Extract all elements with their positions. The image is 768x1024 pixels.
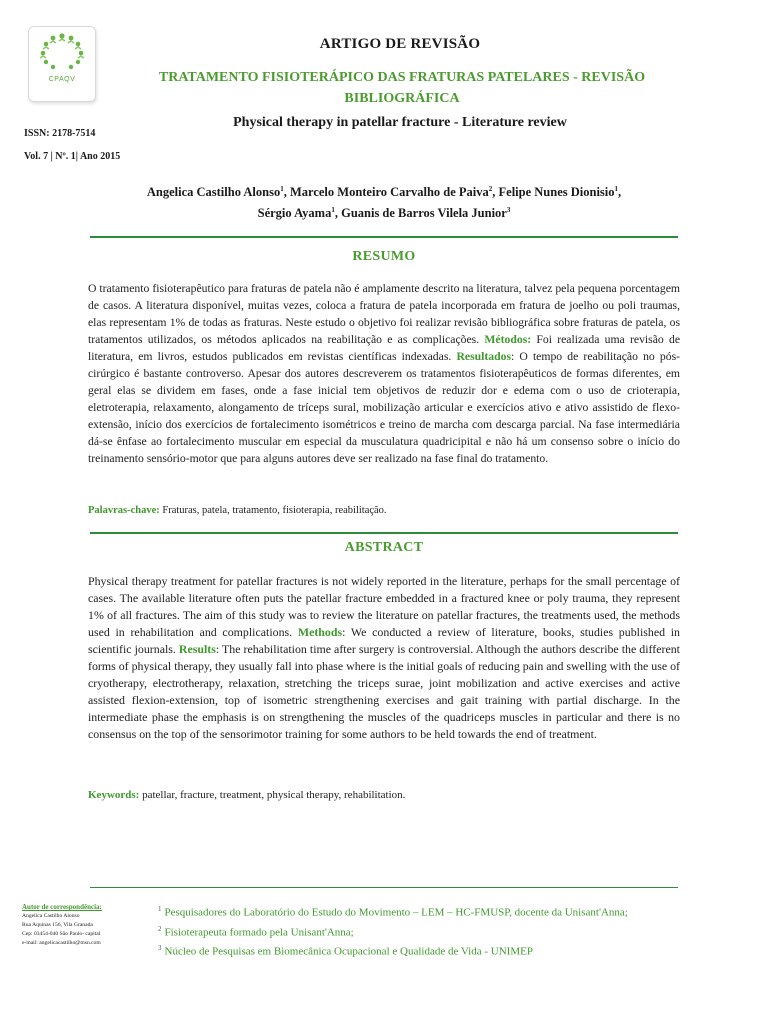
correspondence-title: Autor de correspondência: <box>22 903 102 911</box>
author-name: Marcelo Monteiro Carvalho de Paiva <box>289 185 489 199</box>
footer-divider <box>90 887 678 888</box>
author-ref: 3 <box>506 205 511 214</box>
issn: ISSN: 2178-7514 <box>24 128 96 139</box>
footnote-item: $^2$ Fisioterapeuta formado pela Unisant'Anna; <box>158 924 354 939</box>
footnote-item: $^1$ Pesquisadores do Laboratório do Estudo do Movimento – LEM – HC-FMUSP, docente da Unisant'Anna; <box>158 905 628 919</box>
title-english: Physical therapy in patellar fracture - Literature review <box>233 115 567 130</box>
resumo-text: O tratamento fisioterapêutico para fraturas de patela não é amplamente descrito na literatura, talvez pela pequena porcentagem de casos. A literatura disponível, muitas vezes, coloca a fratura de patela incorporada em fratura de joelho ou poli traumas, elas representam 1% de todas as fraturas. Neste estudo o objetivo foi realizar revisão bibliográfica sobre fraturas de patela, os tratamentos utilizados, os métodos aplicados na reabilitação e as complicações. Métodos: Foi realizada uma revisão de literatura, em livros, estudos publicados em revistas científicas indexadas. Resultados: O tempo de reabilitação no pós-cirúrgico é bastante controverso. Apesar dos autores descreverem os tratamentos fisioterapêuticos de formas diferentes, em geral elas se dividem em fases, onde a fase inicial tem objetivos de reduzir dor e edema com o uso de crioterapia, eletroterapia, relaxamento, alongamento de tríceps sural, mobilização articular e exercícios ativo e ativo assistido de flexo-extensão, início dos exercícios de fortalecimento isométricos e treino de marcha com descarga parcial. Na fase intermediária dá-se ênfase ao fortalecimento muscular em especial da musculatura quadricipital e não há um consenso sobre o início do treinamento sensório-motor que para alguns autores deve ser realizado na fase final do tratamento. <box>88 282 681 465</box>
author-name: Guanis de Barros Vilela Junior <box>341 206 507 220</box>
footnote-item: $^3$ Núcleo de Pesquisas em Biomecânica Ocupacional e Qualidade de Vida - UNIMEP <box>158 944 533 958</box>
resumo-heading: RESUMO <box>352 249 416 264</box>
palavras-chave: Palavras-chave: Fraturas, patela, tratamento, fisioterapia, reabilitação. <box>88 505 387 516</box>
abstract-text: Physical therapy treatment for patellar fractures is not widely reported in the literature, perhaps for the small percentage of cases. The available literature often puts the patellar fracture embedded in a fractured knee or poly trauma, they represent 1% of all fractures. The aim of this study was to review the literature on patellar fractures, the treatments used, the methods used in rehabilitation and complications. Methods: We conducted a review of literature, books, studies published in scientific journals. Results: The rehabilitation time after surgery is controversial. Although the authors describe the different forms of physical therapy, they usually fall into phase where is the initial goals of reducing pain and swelling with the use of cryotherapy, electrotherapy, relaxation, stretching the triceps surae, joint mobilization and active exercises and active assisted flexion-extension, top of isometric strengthening exercises and gait training with partial discharge. In the intermediate phase the emphasis is on strengthening the muscles of the quadriceps muscles in particular and there is no consensus on the top of the sensorimotor training for some authors to be held towards the end of treatment. <box>88 574 680 741</box>
logo-text: CPAQV <box>48 76 76 83</box>
author-name: Angelica Castilho Alonso <box>146 185 281 199</box>
volume-info: Vol. 7 | Nº. 1| Ano 2015 <box>24 151 121 162</box>
methods-label: Methods <box>297 625 343 639</box>
author-list: Angelica Castilho Alonso$^1$, Marcelo Monteiro Carvalho de Paiva$^2$, Felipe Nunes Dionisio$^1$, Sérgio Ayama$^1$, Guanis de Barros Vilela Junior$^3$ <box>146 184 622 220</box>
correspondence-line: Cep: 03454-040 São Paulo- capital <box>22 931 101 937</box>
abstract-heading: ABSTRACT <box>344 540 424 555</box>
author-name: Felipe Nunes Dionisio <box>498 185 615 199</box>
logo-figures-icon <box>29 27 95 75</box>
results-label: Results <box>178 642 216 656</box>
resultados-label: Resultados <box>456 350 511 363</box>
keywords: Keywords: patellar, fracture, treatment, physical therapy, rehabilitation. <box>88 789 406 801</box>
section-divider <box>90 236 678 238</box>
metodos-label: Métodos: <box>484 333 532 346</box>
title-portuguese: TRATAMENTO FISIOTERÁPICO DAS FRATURAS PATELARES - REVISÃO BIBLIOGRÁFICA <box>158 70 646 106</box>
correspondence-line: e-mail: angelicacastilho@msn.com <box>22 940 101 946</box>
author-ref: 1 <box>331 205 335 214</box>
author-ref: 1 <box>280 184 284 193</box>
affiliation-footnotes <box>158 901 698 960</box>
author-name: Sérgio Ayama <box>257 206 332 220</box>
correspondence-block <box>22 903 142 948</box>
author-ref: 2 <box>488 184 493 193</box>
correspondence-line: Rua Aquinas 156, Vila Granada <box>22 922 93 928</box>
section-divider <box>90 532 678 534</box>
article-type: ARTIGO DE REVISÃO <box>319 36 481 52</box>
author-ref: 1 <box>614 184 619 193</box>
correspondence-line: Angelica Castilho Alonso <box>22 913 80 919</box>
journal-logo <box>28 26 96 102</box>
